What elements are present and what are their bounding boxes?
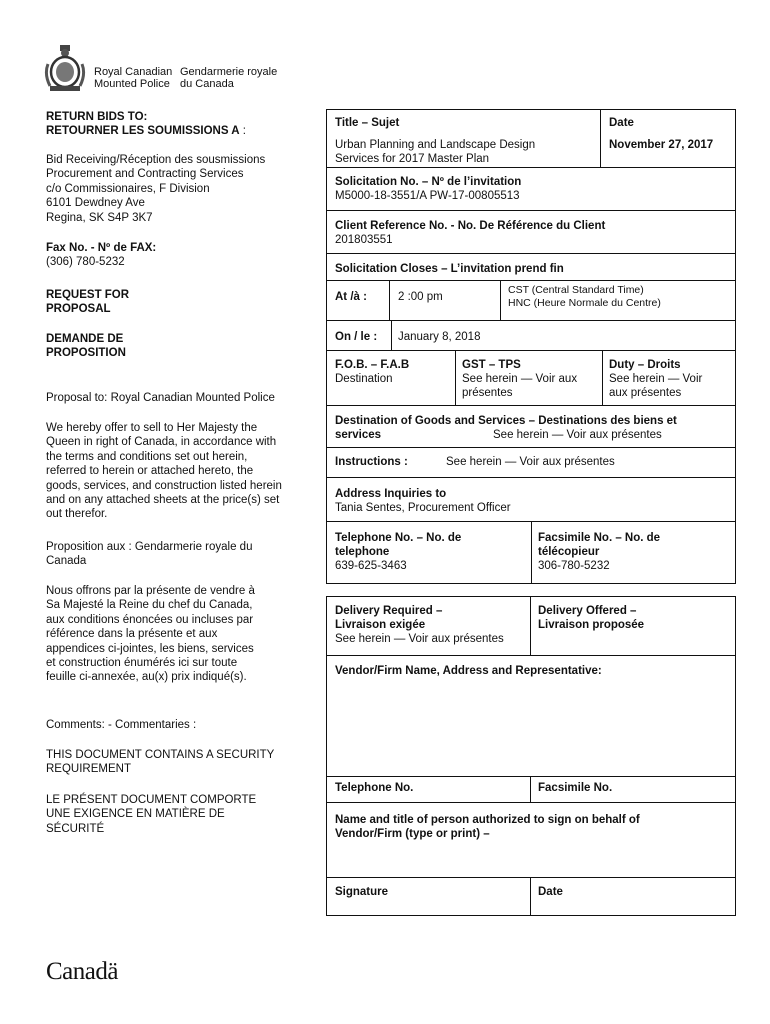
client-reference xyxy=(335,219,605,247)
facsimile-label: Facsimile No. – No. de xyxy=(538,532,661,544)
instructions-value: See herein — Voir aux présentes xyxy=(446,456,615,468)
duty-cell xyxy=(609,358,702,400)
delivery-offered-label-2: Livraison proposée xyxy=(538,619,645,631)
on-label: On / le : xyxy=(335,331,378,343)
address-line: Procurement and Contracting Services xyxy=(46,168,244,181)
title-value-line: Services for 2017 Master Plan xyxy=(335,153,490,165)
facsimile-label-2: télécopieur xyxy=(538,546,600,558)
address-line: c/o Commissionaires, F Division xyxy=(46,182,210,195)
on-value: January 8, 2018 xyxy=(398,331,481,343)
inquiries-cell xyxy=(335,487,511,515)
agency-header xyxy=(44,44,304,94)
offer-en-line: Queen in right of Canada, in accordance with xyxy=(46,436,277,449)
security-fr-line: LE PRÉSENT DOCUMENT COMPORTE xyxy=(46,794,257,806)
title-label: Title – Sujet xyxy=(335,117,400,129)
closes-label: Solicitation Closes – L’invitation prend fin xyxy=(335,263,564,275)
security-en xyxy=(46,748,308,777)
gst-cell xyxy=(462,358,577,400)
ddp-heading xyxy=(46,332,308,361)
phone-label: Telephone No. – No. de xyxy=(335,532,462,544)
gst-label: GST – TPS xyxy=(462,359,521,371)
signature-label[interactable]: Signature xyxy=(335,886,389,898)
delivery-offered-label: Delivery Offered – xyxy=(538,605,637,617)
authorized-label: Name and title of person authorized to sign on behalf of xyxy=(335,814,640,826)
duty-label: Duty – Droits xyxy=(609,359,681,371)
delivery-required-label: Delivery Required – xyxy=(335,605,443,617)
vendor-phone-label[interactable]: Telephone No. xyxy=(335,782,414,794)
fob-label: F.O.B. – F.A.B xyxy=(335,359,410,371)
solicitation-no xyxy=(335,175,521,203)
return-bids-heading xyxy=(46,110,308,139)
proposition-aux-line: Canada xyxy=(46,555,87,568)
offer-en-line: We hereby offer to sell to Her Majesty the xyxy=(46,422,258,434)
date-label: Date xyxy=(609,117,634,129)
fax-block xyxy=(46,241,308,270)
proposition-aux xyxy=(46,540,308,569)
at-label: At /à : xyxy=(335,291,367,303)
vendor-fax-label[interactable]: Facsimile No. xyxy=(538,782,613,794)
offer-en-line: referred to herein or attached hereto, the xyxy=(46,465,254,478)
offer-en-line: the terms and conditions set out herein, xyxy=(46,450,248,463)
offer-en-line: goods, services, and construction listed herein xyxy=(46,479,282,492)
gst-value-line: présentes xyxy=(462,387,513,399)
solicitation-label: Solicitation No. – Nº de l’invitation xyxy=(335,176,522,188)
address-line: 6101 Dewdney Ave xyxy=(46,197,145,210)
delivery-required-label-2: Livraison exigée xyxy=(335,619,426,631)
agency-en-2: Mounted Police xyxy=(94,78,170,90)
rfp-heading xyxy=(46,288,308,317)
offer-fr-line: Sa Majesté la Reine du chef du Canada, xyxy=(46,599,253,612)
offer-fr-line: référence dans la présente et aux xyxy=(46,628,218,641)
phone-cell xyxy=(335,531,461,573)
solicitation-value: M5000-18-3551/A PW-17-00805513 xyxy=(335,190,520,202)
inquiries-value: Tania Sentes, Procurement Officer xyxy=(335,502,511,514)
security-en-line: REQUIREMENT xyxy=(46,763,131,776)
title-value-line: Urban Planning and Landscape Design xyxy=(335,139,536,151)
destination-value: See herein — Voir aux présentes xyxy=(493,429,662,441)
offer-en-line: and on any attached sheets at the price(s) set xyxy=(46,494,280,507)
destination-label: Destination of Goods and Services – Destinations des biens et xyxy=(335,415,677,427)
offer-fr-line: et construction énumérés ici sur toute xyxy=(46,657,238,670)
security-en-line: THIS DOCUMENT CONTAINS A SECURITY xyxy=(46,749,275,761)
ddp-line: PROPOSITION xyxy=(46,347,126,360)
proposal-to: Proposal to: Royal Canadian Mounted Police xyxy=(46,392,275,404)
offer-en xyxy=(46,421,308,522)
delivery-required-cell xyxy=(335,604,504,646)
vendor-label[interactable]: Vendor/Firm Name, Address and Representative: xyxy=(335,665,602,677)
comments-label: Comments: - Commentaries : xyxy=(46,719,197,731)
canada-wordmark: Canadä xyxy=(46,958,118,985)
duty-value-line: aux présentes xyxy=(609,387,682,399)
security-fr xyxy=(46,793,308,836)
destination-cell xyxy=(335,414,730,442)
title-value xyxy=(335,138,535,166)
ddp-line: DEMANDE DE xyxy=(46,333,124,345)
signature-date-label[interactable]: Date xyxy=(538,886,563,898)
fax-label: Fax No. - Nº de FAX: xyxy=(46,242,157,254)
phone-value: 639-625-3463 xyxy=(335,560,407,572)
offer-fr xyxy=(46,584,308,685)
offer-en-line: out therefor. xyxy=(46,508,108,521)
security-fr-line: UNE EXIGENCE EN MATIÈRE DE xyxy=(46,808,225,821)
address-line: Bid Receiving/Réception des sousmissions xyxy=(46,154,266,166)
phone-label-2: telephone xyxy=(335,546,390,558)
delivery-required-value: See herein — Voir aux présentes xyxy=(335,633,504,645)
return-bids-fr: RETOURNER LES SOUMISSIONS A xyxy=(46,125,240,138)
return-bids-en: RETURN BIDS TO: xyxy=(46,111,148,123)
address-line: Regina, SK S4P 3K7 xyxy=(46,211,153,224)
timezone-fr: HNC (Heure Normale du Centre) xyxy=(508,296,661,309)
instructions-label: Instructions : xyxy=(335,456,408,468)
duty-value-line: See herein — Voir xyxy=(609,373,703,385)
return-address xyxy=(46,153,308,225)
fob-cell xyxy=(335,358,409,386)
return-bids-fr-colon: : xyxy=(239,125,246,138)
agency-fr-2: du Canada xyxy=(180,78,234,90)
offer-fr-line: Nous offrons par la présente de vendre à xyxy=(46,585,255,597)
authorized-label-2: Vendor/Firm (type or print) – xyxy=(335,828,490,840)
fob-value: Destination xyxy=(335,373,393,385)
agency-name xyxy=(94,66,277,90)
rcmp-crest-icon xyxy=(44,44,86,92)
rfp-line: REQUEST FOR xyxy=(46,289,130,301)
timezone xyxy=(508,284,661,309)
client-ref-label: Client Reference No. - No. De Référence du Client xyxy=(335,220,606,232)
date-value: November 27, 2017 xyxy=(609,139,714,151)
security-fr-line: SÉCURITÉ xyxy=(46,822,105,835)
timezone-en: CST (Central Standard Time) xyxy=(508,284,644,296)
offer-fr-line: feuille ci-annexée, au(x) prix indiqué(s). xyxy=(46,671,247,684)
agency-fr-1: Gendarmerie royale xyxy=(180,66,278,78)
proposition-aux-line: Proposition aux : Gendarmerie royale du xyxy=(46,541,253,553)
gst-value-line: See herein — Voir aux xyxy=(462,373,578,385)
offer-fr-line: appendices ci-jointes, les biens, services xyxy=(46,642,254,655)
fax-cell xyxy=(538,531,660,573)
inquiries-label: Address Inquiries to xyxy=(335,488,447,500)
rfp-line: PROPOSAL xyxy=(46,303,111,316)
at-value: 2 :00 pm xyxy=(398,291,443,303)
delivery-offered-cell xyxy=(538,604,644,632)
fax-value: (306) 780-5232 xyxy=(46,256,125,269)
destination-label-2: services xyxy=(335,429,382,441)
offer-fr-line: aux conditions énoncées ou incluses par xyxy=(46,613,254,626)
authorized-cell[interactable] xyxy=(335,813,640,841)
facsimile-value: 306-780-5232 xyxy=(538,560,610,572)
client-ref-value: 201803551 xyxy=(335,234,393,246)
agency-en-1: Royal Canadian xyxy=(94,66,173,78)
